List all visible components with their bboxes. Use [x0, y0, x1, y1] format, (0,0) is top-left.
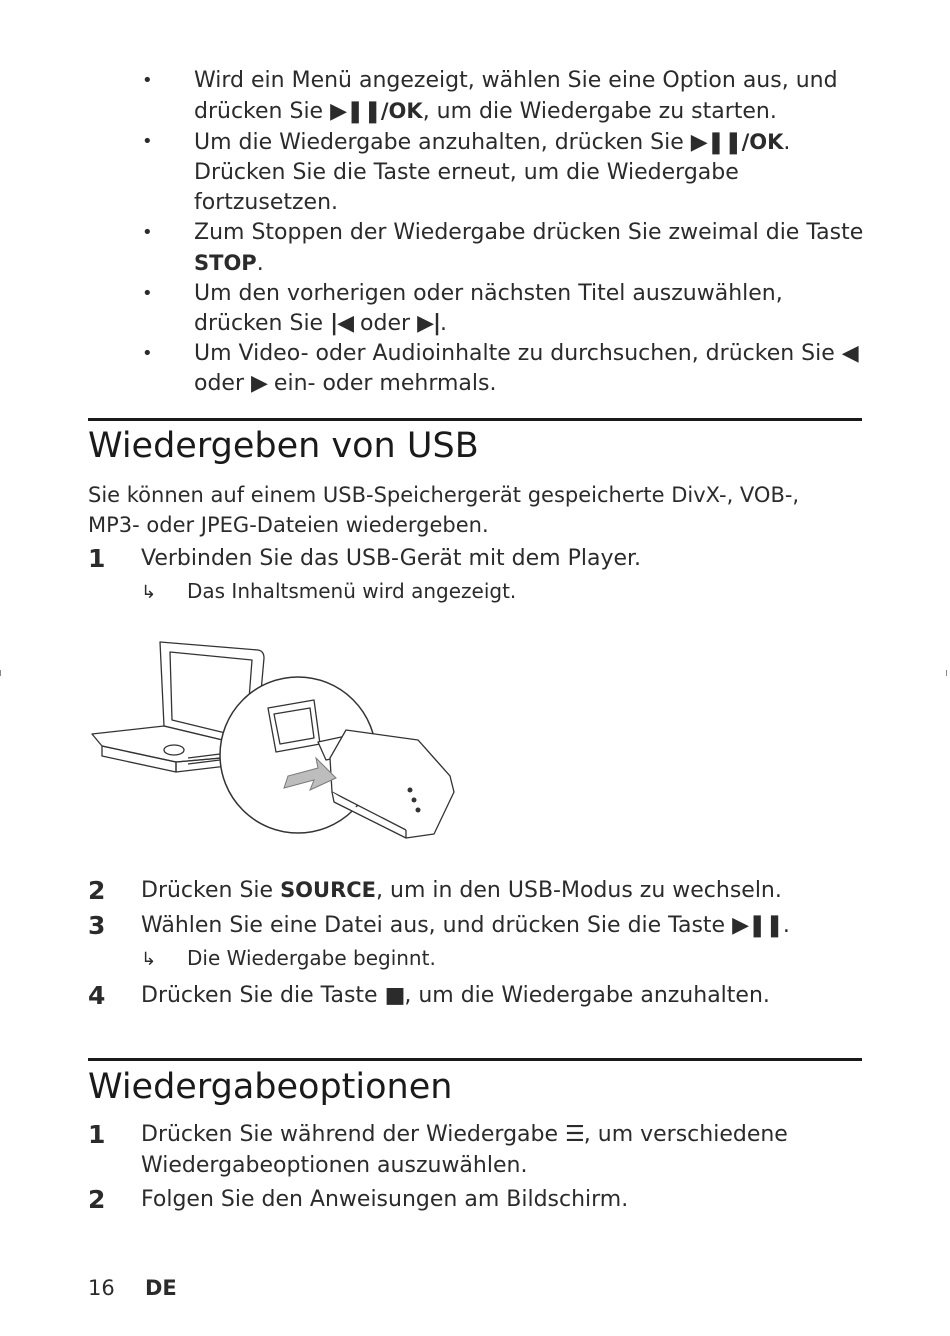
step-text: Drücken Sie die Taste ■, um die Wiedergabe anzuhalten.	[141, 983, 770, 1008]
step-text: Drücken Sie SOURCE, um in den USB-Modus zu wechseln.	[141, 878, 782, 903]
player-base-front	[102, 746, 176, 772]
bullet-item: • Zum Stoppen der Wiedergabe drücken Sie zweimal die Taste STOP.	[140, 218, 870, 279]
section-title-usb: Wiedergeben von USB	[88, 426, 479, 466]
usb-connection-illustration	[88, 630, 468, 845]
step-number: 1	[88, 544, 106, 573]
bullet-item: • Um Video- oder Audioinhalte zu durchsuchen, drücken Sie ◀ oder ▶ ein- oder mehrmals.	[140, 339, 870, 399]
play-pause-icon: ▶❚❚	[690, 130, 742, 155]
usb-step-3	[88, 910, 868, 941]
stop-icon: ■	[384, 983, 405, 1008]
options-step-2	[88, 1184, 868, 1215]
bullet-item: • Wird ein Menü angezeigt, wählen Sie eine Option aus, und drücken Sie ▶❚❚/OK, um die Wiedergabe zu starten.	[140, 66, 870, 127]
right-arrow-icon: ▶	[251, 371, 267, 396]
left-arrow-icon: ◀	[841, 341, 858, 366]
source-key-label: SOURCE	[280, 878, 377, 902]
play-pause-icon: ▶❚❚	[330, 99, 381, 124]
usb-step-2	[88, 875, 868, 906]
step-number: 2	[88, 876, 106, 905]
next-icon: ▶|	[417, 311, 441, 336]
step-text: Folgen Sie den Anweisungen am Bildschirm.	[141, 1187, 629, 1212]
options-step-1	[88, 1119, 868, 1181]
step-number: 1	[88, 1120, 106, 1149]
result-arrow-icon: ↳	[141, 949, 157, 970]
step-text: Wählen Sie eine Datei aus, und drücken Sie die Taste ▶❚❚.	[141, 913, 790, 938]
crop-mark-right	[946, 670, 947, 676]
usb-step-1-result: ↳ Das Inhaltsmenü wird angezeigt.	[141, 577, 861, 607]
step-number: 2	[88, 1185, 106, 1214]
play-pause-icon: ▶❚❚	[732, 913, 783, 938]
options-menu-icon: ☰	[565, 1122, 584, 1147]
step-number: 3	[88, 911, 106, 940]
crop-mark-left	[0, 670, 1, 676]
section-divider	[88, 1058, 862, 1061]
language-code: DE	[145, 1276, 177, 1300]
usb-step-1	[88, 543, 868, 574]
page-number: 16	[88, 1276, 115, 1300]
bullet-item: • Um den vorherigen oder nächsten Titel auszuwählen, drücken Sie |◀ oder ▶|.	[140, 279, 870, 339]
section-title-options: Wiedergabeoptionen	[88, 1067, 453, 1107]
usb-step-3-result: ↳ Die Wiedergabe beginnt.	[141, 944, 861, 974]
step-text: Verbinden Sie das USB-Gerät mit dem Player.	[141, 546, 642, 571]
player-control-wheel	[164, 745, 184, 755]
playback-bullet-list	[140, 66, 870, 399]
step-number: 4	[88, 981, 106, 1010]
stop-key-label: STOP	[194, 251, 257, 275]
usb-step-4	[88, 980, 868, 1011]
result-arrow-icon: ↳	[141, 582, 157, 603]
bullet-item: • Um die Wiedergabe anzuhalten, drücken Sie ▶❚❚/OK. Drücken Sie die Taste erneut, um die Wiedergabe fortzusetzen.	[140, 127, 870, 218]
previous-icon: |◀	[330, 311, 354, 336]
usb-intro: Sie können auf einem USB-Speichergerät gespeicherte DivX-, VOB-, MP3- oder JPEG-Dateien wiedergeben.	[88, 483, 800, 537]
section-divider	[88, 418, 862, 421]
step-text: Drücken Sie während der Wiedergabe ☰, um verschiedene Wiedergabeoptionen auszuwählen.	[141, 1122, 788, 1178]
